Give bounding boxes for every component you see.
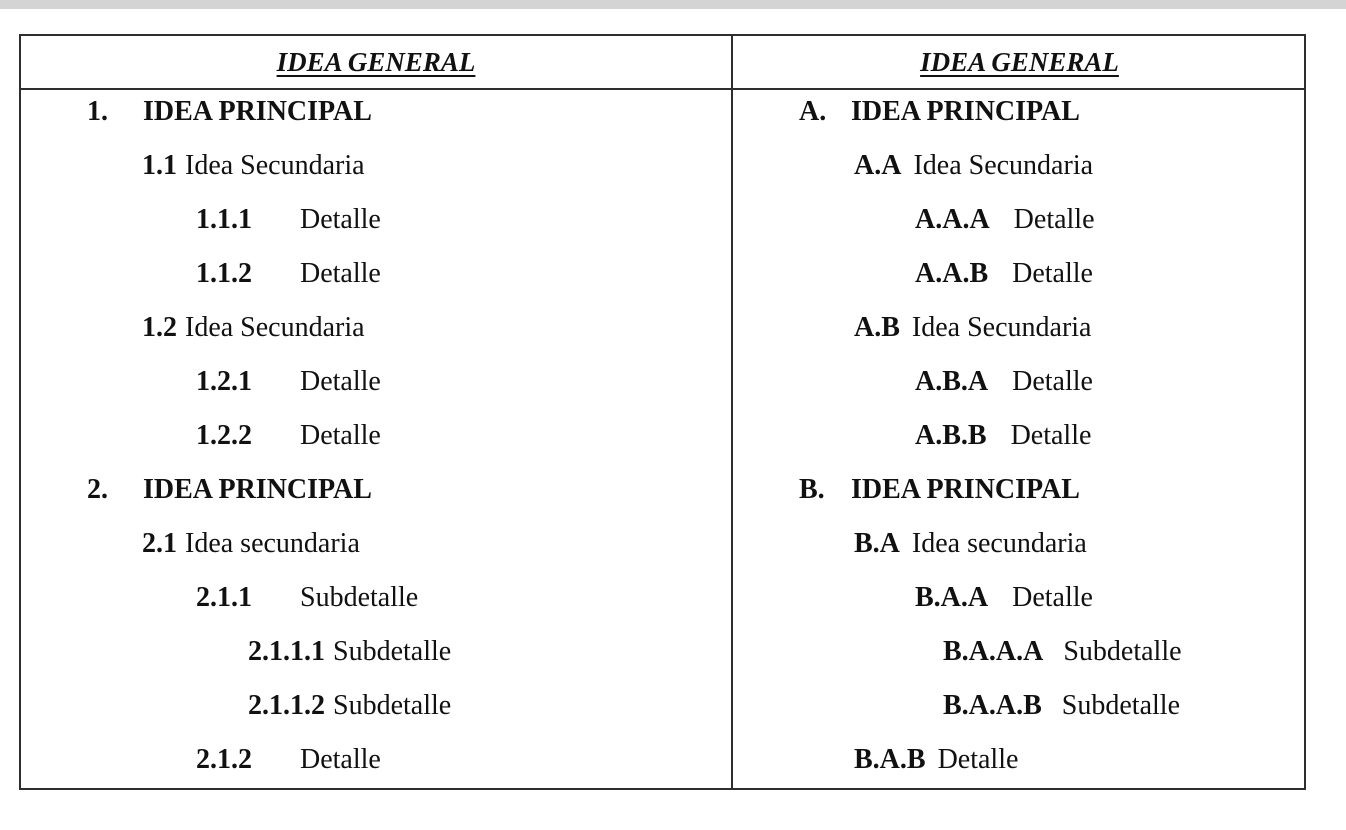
left-outline-list: [21, 92, 731, 794]
outline-row: [733, 578, 1306, 632]
outline-row: [21, 578, 731, 632]
outline-row: [21, 740, 731, 794]
outline-number: 2.1.1: [196, 582, 252, 613]
outline-number: A.A: [854, 150, 902, 181]
outline-text: Detalle: [300, 258, 381, 289]
outline-number: 1.1.1: [196, 204, 252, 235]
header-rule: [21, 88, 1304, 90]
outline-text: Idea Secundaria: [185, 312, 365, 343]
outline-row: [21, 308, 731, 362]
outline-number: A.: [799, 96, 827, 127]
outline-text: IDEA PRINCIPAL: [143, 474, 372, 505]
outline-number: A.A.B: [915, 258, 989, 289]
outline-number: 2.1.2: [196, 744, 252, 775]
outline-row: [21, 686, 731, 740]
outline-row: [733, 470, 1306, 524]
outline-row: [733, 254, 1306, 308]
outline-text: Subdetalle: [1061, 690, 1180, 721]
outline-number: 2.: [87, 474, 108, 505]
outline-text: IDEA PRINCIPAL: [143, 96, 372, 127]
outline-row: [21, 254, 731, 308]
outline-number: B.A.A.B: [943, 690, 1042, 721]
outline-number: 1.2.2: [196, 420, 252, 451]
outline-text: Idea secundaria: [911, 528, 1087, 559]
outline-text: Idea secundaria: [185, 528, 360, 559]
outline-text: IDEA PRINCIPAL: [851, 96, 1080, 127]
right-column-header: IDEA GENERAL: [920, 47, 1119, 77]
outline-row: [21, 470, 731, 524]
outline-row: [21, 416, 731, 470]
outline-number: 1.1.2: [196, 258, 252, 289]
outline-text: Subdetalle: [1063, 636, 1182, 667]
outline-number: 1.1: [142, 150, 177, 181]
outline-text: Detalle: [1010, 420, 1092, 451]
outline-text: Subdetalle: [300, 582, 419, 613]
outline-number: B.A: [854, 528, 900, 559]
outline-row: [21, 200, 731, 254]
outline-text: Detalle: [1013, 204, 1095, 235]
outline-number: B.A.A.A: [943, 636, 1044, 667]
outline-row: [21, 632, 731, 686]
outline-number: A.B.A: [915, 366, 989, 397]
outline-row: [733, 416, 1306, 470]
outline-text: Detalle: [1012, 582, 1093, 613]
outline-text: Detalle: [1012, 258, 1093, 289]
outline-text: Subdetalle: [333, 636, 452, 667]
outline-text: Idea Secundaria: [185, 150, 365, 181]
outline-number: 1.: [87, 96, 108, 127]
outline-row: [733, 686, 1306, 740]
outline-text: Idea Secundaria: [913, 150, 1094, 181]
outline-number: B.A.A: [915, 582, 989, 613]
outline-text: Detalle: [300, 366, 381, 397]
outline-text: Detalle: [1012, 366, 1093, 397]
outline-number: 1.2: [142, 312, 177, 343]
outline-row: [733, 146, 1306, 200]
left-column-header: IDEA GENERAL: [276, 47, 476, 77]
outline-table: [19, 34, 1306, 790]
outline-number: 1.2.1: [196, 366, 252, 397]
outline-row: [733, 362, 1306, 416]
outline-row: [733, 740, 1306, 794]
outline-number: A.B: [854, 312, 900, 343]
outline-row: [21, 524, 731, 578]
outline-row: [733, 200, 1306, 254]
outline-row: [21, 146, 731, 200]
outline-text: Subdetalle: [333, 690, 452, 721]
outline-row: [733, 92, 1306, 146]
outline-text: Detalle: [300, 420, 381, 451]
outline-row: [733, 524, 1306, 578]
outline-row: [733, 308, 1306, 362]
outline-text: Detalle: [300, 204, 381, 235]
outline-text: Idea Secundaria: [911, 312, 1092, 343]
outline-number: A.A.A: [915, 204, 990, 235]
outline-text: Detalle: [300, 744, 381, 775]
outline-number: 2.1.1.1: [248, 636, 325, 667]
outline-number: B.: [799, 474, 825, 505]
outline-number: 2.1: [142, 528, 177, 559]
outline-number: B.A.B: [854, 744, 926, 775]
outline-number: 2.1.1.2: [248, 690, 325, 721]
outline-row: [733, 632, 1306, 686]
outline-row: [21, 362, 731, 416]
right-outline-list: [733, 92, 1306, 794]
outline-row: [21, 92, 731, 146]
outline-text: IDEA PRINCIPAL: [851, 474, 1080, 505]
top-gray-strip: [0, 0, 1346, 9]
outline-number: A.B.B: [915, 420, 987, 451]
outline-text: Detalle: [937, 744, 1019, 775]
